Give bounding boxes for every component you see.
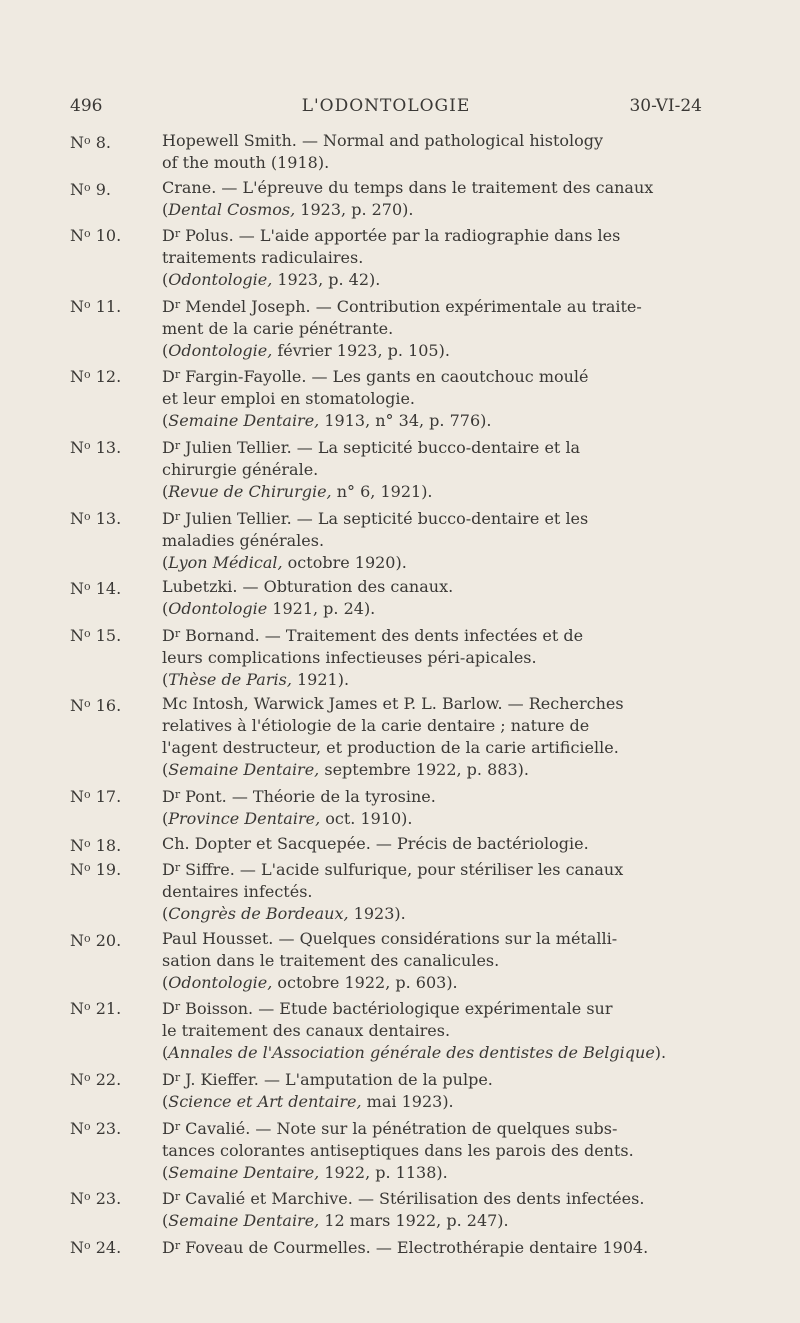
number-suffix: o: [84, 861, 91, 875]
line-text: Polus. — L'aide apportée par la radiographie dans les: [180, 226, 621, 246]
page-number: 496: [70, 96, 103, 116]
title-prefix: D: [162, 1237, 175, 1257]
title-prefix: D: [162, 1189, 175, 1209]
number-suffix: o: [84, 1238, 91, 1252]
entry-line: [162, 996, 700, 1020]
entry-number: [70, 294, 121, 318]
line-text: Boisson. — Etude bactériologique expérimentale sur: [180, 999, 613, 1019]
entry-number: [70, 506, 121, 530]
source-line: [162, 972, 700, 994]
entry-line: [162, 459, 700, 481]
number-value: 10.: [90, 226, 122, 246]
line-text: relatives à l'étiologie de la carie dentaire ; nature de: [162, 716, 590, 736]
entry-number: [70, 1186, 121, 1210]
title-prefix-sup: r: [174, 297, 181, 311]
source-open-paren: (: [162, 481, 169, 501]
source-details: mai 1923).: [361, 1091, 454, 1111]
line-text: Bornand. — Traitement des dents infectées et de: [180, 625, 584, 645]
number-value: 14.: [90, 579, 122, 599]
entry-line: [162, 647, 700, 669]
source-open-paren: (: [162, 270, 169, 290]
bibliography-entry: [70, 364, 700, 432]
source-line: [162, 1042, 700, 1064]
number-suffix: o: [84, 697, 91, 711]
number-value: 24.: [90, 1237, 122, 1257]
bibliography-list: [70, 130, 700, 1261]
line-text: J. Kieffer. — L'amputation de la pulpe.: [180, 1069, 493, 1089]
source-line: [162, 759, 700, 781]
number-prefix: N: [70, 786, 84, 806]
source-title: Annales de l'Association générale des dentistes de Belgique: [168, 1043, 655, 1063]
number-suffix: o: [84, 1070, 91, 1084]
number-value: 11.: [90, 296, 122, 316]
number-prefix: N: [70, 437, 84, 457]
entry-number: [70, 857, 121, 881]
number-value: 23.: [90, 1189, 122, 1209]
number-suffix: o: [84, 836, 91, 850]
source-title: Province Dentaire,: [168, 808, 321, 828]
source-title: Semaine Dentaire,: [168, 760, 320, 780]
number-suffix: o: [84, 297, 91, 311]
title-prefix: D: [162, 508, 175, 528]
number-value: 17.: [90, 786, 122, 806]
line-text: Ch. Dopter et Sacquepée. — Précis de bactériologie.: [162, 833, 589, 853]
line-text: et leur emploi en stomatologie.: [162, 389, 416, 409]
source-open-paren: (: [162, 340, 169, 360]
source-open-paren: (: [162, 1043, 169, 1063]
title-prefix-sup: r: [174, 787, 181, 801]
number-value: 16.: [90, 696, 122, 716]
title-prefix-sup: r: [174, 509, 181, 523]
source-line: [162, 903, 700, 925]
entry-number: [70, 928, 121, 952]
number-value: 19.: [90, 860, 122, 880]
source-title: Science et Art dentaire,: [168, 1091, 362, 1111]
entry-line: [162, 1140, 700, 1162]
source-details: octobre 1920).: [282, 552, 407, 572]
line-text: l'agent destructeur, et production de la carie artificielle.: [162, 738, 619, 758]
number-value: 23.: [90, 1118, 122, 1138]
source-title: Odontologie,: [168, 972, 273, 992]
bibliography-entry: [70, 1186, 700, 1232]
source-title: Semaine Dentaire,: [168, 411, 320, 431]
entry-line: [162, 857, 700, 881]
line-text: Cavalié. — Note sur la pénétration de quelques subs-: [180, 1118, 618, 1138]
number-prefix: N: [70, 1069, 84, 1089]
source-line: [162, 340, 700, 362]
number-suffix: o: [84, 180, 91, 194]
line-text: of the mouth (1918).: [162, 153, 330, 172]
number-value: 12.: [90, 367, 122, 387]
line-text: Crane. — L'épreuve du temps dans le traitement des canaux: [162, 177, 654, 197]
source-open-paren: (: [162, 904, 169, 924]
number-value: 13.: [90, 508, 122, 528]
entry-number: [70, 833, 121, 857]
entry-number: [70, 693, 121, 717]
entry-number: [70, 576, 121, 600]
number-prefix: N: [70, 860, 84, 880]
bibliography-entry: [70, 1067, 700, 1113]
source-title: Revue de Chirurgie,: [168, 481, 332, 501]
title-prefix-sup: r: [174, 438, 181, 452]
source-line: [162, 481, 700, 503]
entry-line: [162, 530, 700, 552]
line-text: Julien Tellier. — La septicité bucco-dentaire et la: [180, 437, 581, 457]
line-text: Fargin-Fayolle. — Les gants en caoutchouc moulé: [180, 367, 589, 387]
bibliography-entry: [70, 1116, 700, 1184]
source-open-paren: (: [162, 808, 169, 828]
source-title: Semaine Dentaire,: [168, 1211, 320, 1231]
title-prefix: D: [162, 786, 175, 806]
source-title: Congrès de Bordeaux,: [168, 904, 349, 924]
number-suffix: o: [84, 227, 91, 241]
source-details: 1923).: [348, 904, 406, 924]
number-prefix: N: [70, 999, 84, 1019]
source-details: 1913, n° 34, p. 776).: [319, 411, 492, 431]
entry-line: [162, 318, 700, 340]
number-suffix: o: [84, 580, 91, 594]
source-details: ).: [654, 1043, 667, 1063]
source-line: [162, 808, 700, 830]
title-prefix: D: [162, 1118, 175, 1138]
entry-line: [162, 715, 700, 737]
number-prefix: N: [70, 1189, 84, 1209]
line-text: chirurgie générale.: [162, 459, 319, 479]
source-line: [162, 598, 700, 620]
entry-line: [162, 576, 700, 598]
entry-line: [162, 1116, 700, 1140]
bibliography-entry: [70, 177, 700, 221]
entry-number: [70, 623, 121, 647]
bibliography-entry: [70, 294, 700, 362]
bibliography-entry: [70, 623, 700, 691]
source-open-paren: (: [162, 972, 169, 992]
line-text: Pont. — Théorie de la tyrosine.: [180, 786, 436, 806]
title-prefix-sup: r: [174, 1070, 181, 1084]
entry-line: [162, 950, 700, 972]
source-title: Odontologie,: [168, 270, 273, 290]
number-suffix: o: [84, 134, 91, 147]
source-details: 1921).: [291, 669, 350, 689]
entry-line: [162, 784, 700, 808]
entry-number: [70, 784, 121, 808]
entry-number: [70, 1116, 121, 1140]
number-value: 20.: [90, 930, 122, 950]
source-open-paren: (: [162, 411, 169, 431]
source-open-paren: (: [162, 669, 169, 689]
number-value: 21.: [90, 999, 122, 1019]
entry-line: [162, 506, 700, 530]
number-prefix: N: [70, 1118, 84, 1138]
title-prefix: D: [162, 226, 175, 246]
source-details: septembre 1922, p. 883).: [319, 760, 529, 780]
source-details: 1921, p. 24).: [267, 599, 376, 619]
bibliography-entry: [70, 784, 700, 830]
title-prefix-sup: r: [174, 861, 181, 875]
line-text: Siffre. — L'acide sulfurique, pour stériliser les canaux: [180, 860, 624, 880]
source-title: Semaine Dentaire,: [168, 1162, 320, 1182]
number-value: 15.: [90, 625, 122, 645]
bibliography-entry: [70, 130, 700, 174]
bibliography-entry: [70, 693, 700, 781]
line-text: Julien Tellier. — La septicité bucco-dentaire et les: [180, 508, 589, 528]
entry-line: [162, 364, 700, 388]
entry-line: [162, 435, 700, 459]
entry-line: [162, 833, 700, 855]
entry-line: [162, 693, 700, 715]
issue-date: 30-VI-24: [629, 96, 702, 116]
title-prefix-sup: r: [174, 368, 181, 382]
number-prefix: N: [70, 579, 84, 599]
entry-line: [162, 152, 700, 174]
number-suffix: o: [84, 626, 91, 640]
source-details: n° 6, 1921).: [331, 481, 433, 501]
line-text: dentaires infectés.: [162, 882, 313, 902]
source-title: Lyon Médical,: [168, 552, 283, 572]
source-open-paren: (: [162, 199, 169, 219]
number-suffix: o: [84, 438, 91, 452]
source-open-paren: (: [162, 1211, 169, 1231]
line-text: Mc Intosh, Warwick James et P. L. Barlow. — Recherches: [162, 694, 624, 714]
entry-line: [162, 1020, 700, 1042]
number-prefix: N: [70, 625, 84, 645]
number-suffix: o: [84, 368, 91, 382]
source-line: [162, 199, 700, 221]
source-line: [162, 552, 700, 574]
title-prefix-sup: r: [174, 1119, 181, 1133]
title-prefix-sup: r: [174, 626, 181, 640]
entry-number: [70, 1067, 121, 1091]
bibliography-entry: [70, 857, 700, 925]
title-prefix-sup: r: [174, 227, 181, 241]
source-details: octobre 1922, p. 603).: [272, 972, 458, 992]
entry-line: [162, 130, 700, 152]
number-prefix: N: [70, 367, 84, 387]
entry-line: [162, 177, 700, 199]
line-text: le traitement des canaux dentaires.: [162, 1021, 451, 1041]
line-text: ment de la carie pénétrante.: [162, 318, 394, 338]
number-prefix: N: [70, 133, 84, 152]
number-prefix: N: [70, 296, 84, 316]
title-prefix: D: [162, 296, 175, 316]
title-prefix: D: [162, 367, 175, 387]
source-line: [162, 1210, 700, 1232]
source-title: Thèse de Paris,: [168, 669, 292, 689]
number-value: 18.: [90, 835, 122, 855]
source-open-paren: (: [162, 599, 169, 619]
line-text: Hopewell Smith. — Normal and pathological histology: [162, 131, 604, 150]
bibliography-entry: [70, 928, 700, 994]
source-details: oct. 1910).: [320, 808, 413, 828]
bibliography-entry: [70, 576, 700, 620]
number-value: 13.: [90, 437, 122, 457]
entry-line: [162, 223, 700, 247]
source-line: [162, 669, 700, 691]
entry-number: [70, 1235, 121, 1259]
number-prefix: N: [70, 1237, 84, 1257]
running-title: L'ODONTOLOGIE: [301, 96, 471, 116]
source-open-paren: (: [162, 1091, 169, 1111]
line-text: Cavalié et Marchive. — Stérilisation des dents infectées.: [180, 1189, 645, 1209]
source-line: [162, 269, 700, 291]
bibliography-entry: [70, 833, 700, 855]
line-text: Mendel Joseph. — Contribution expérimentale au traite-: [180, 296, 642, 316]
source-details: 1923, p. 270).: [295, 199, 414, 219]
entry-number: [70, 364, 121, 388]
entry-line: [162, 623, 700, 647]
source-line: [162, 1162, 700, 1184]
entry-number: [70, 177, 111, 201]
entry-line: [162, 737, 700, 759]
source-open-paren: (: [162, 552, 169, 572]
number-prefix: N: [70, 930, 84, 950]
bibliography-entry: [70, 223, 700, 291]
line-text: Lubetzki. — Obturation des canaux.: [162, 577, 454, 597]
title-prefix: D: [162, 999, 175, 1019]
bibliography-entry: [70, 996, 700, 1064]
source-details: février 1923, p. 105).: [272, 340, 450, 360]
title-prefix-sup: r: [174, 1000, 181, 1014]
entry-line: [162, 388, 700, 410]
entry-line: [162, 881, 700, 903]
entry-line: [162, 247, 700, 269]
source-title: Odontologie: [168, 599, 268, 619]
entry-line: [162, 1067, 700, 1091]
number-suffix: o: [84, 1190, 91, 1204]
entry-line: [162, 1186, 700, 1210]
number-prefix: N: [70, 835, 84, 855]
source-details: 1922, p. 1138).: [319, 1162, 448, 1182]
number-prefix: N: [70, 226, 84, 246]
source-title: Dental Cosmos,: [168, 199, 296, 219]
source-open-paren: (: [162, 760, 169, 780]
line-text: leurs complications infectieuses péri-apicales.: [162, 647, 537, 667]
entry-line: [162, 1235, 700, 1259]
bibliography-entry: [70, 435, 700, 503]
number-prefix: N: [70, 508, 84, 528]
bibliography-entry: [70, 506, 700, 574]
line-text: maladies générales.: [162, 530, 325, 550]
title-prefix: D: [162, 625, 175, 645]
entry-number: [70, 435, 121, 459]
number-prefix: N: [70, 696, 84, 716]
number-value: 8.: [90, 133, 111, 152]
number-suffix: o: [84, 509, 91, 523]
number-suffix: o: [84, 787, 91, 801]
line-text: traitements radiculaires.: [162, 248, 364, 268]
entry-number: [70, 130, 111, 154]
number-suffix: o: [84, 931, 91, 945]
number-suffix: o: [84, 1119, 91, 1133]
bibliography-entry: [70, 1235, 700, 1259]
source-line: [162, 410, 700, 432]
title-prefix-sup: r: [174, 1238, 181, 1252]
number-suffix: o: [84, 1000, 91, 1014]
title-prefix-sup: r: [174, 1190, 181, 1204]
source-line: [162, 1091, 700, 1113]
line-text: sation dans le traitement des canalicules.: [162, 950, 500, 970]
line-text: Foveau de Courmelles. — Electrothérapie dentaire 1904.: [180, 1237, 649, 1257]
entry-number: [70, 223, 121, 247]
number-value: 9.: [90, 179, 111, 199]
title-prefix: D: [162, 860, 175, 880]
source-title: Odontologie,: [168, 340, 273, 360]
entry-line: [162, 294, 700, 318]
title-prefix: D: [162, 1069, 175, 1089]
entry-number: [70, 996, 121, 1020]
source-open-paren: (: [162, 1162, 169, 1182]
line-text: tances colorantes antiseptiques dans les parois des dents.: [162, 1140, 634, 1160]
number-value: 22.: [90, 1069, 122, 1089]
title-prefix: D: [162, 437, 175, 457]
source-details: 1923, p. 42).: [272, 270, 381, 290]
source-details: 12 mars 1922, p. 247).: [319, 1211, 509, 1231]
number-prefix: N: [70, 179, 84, 199]
line-text: Paul Housset. — Quelques considérations sur la métalli-: [162, 928, 618, 948]
page-header: [70, 96, 702, 122]
entry-line: [162, 928, 700, 950]
